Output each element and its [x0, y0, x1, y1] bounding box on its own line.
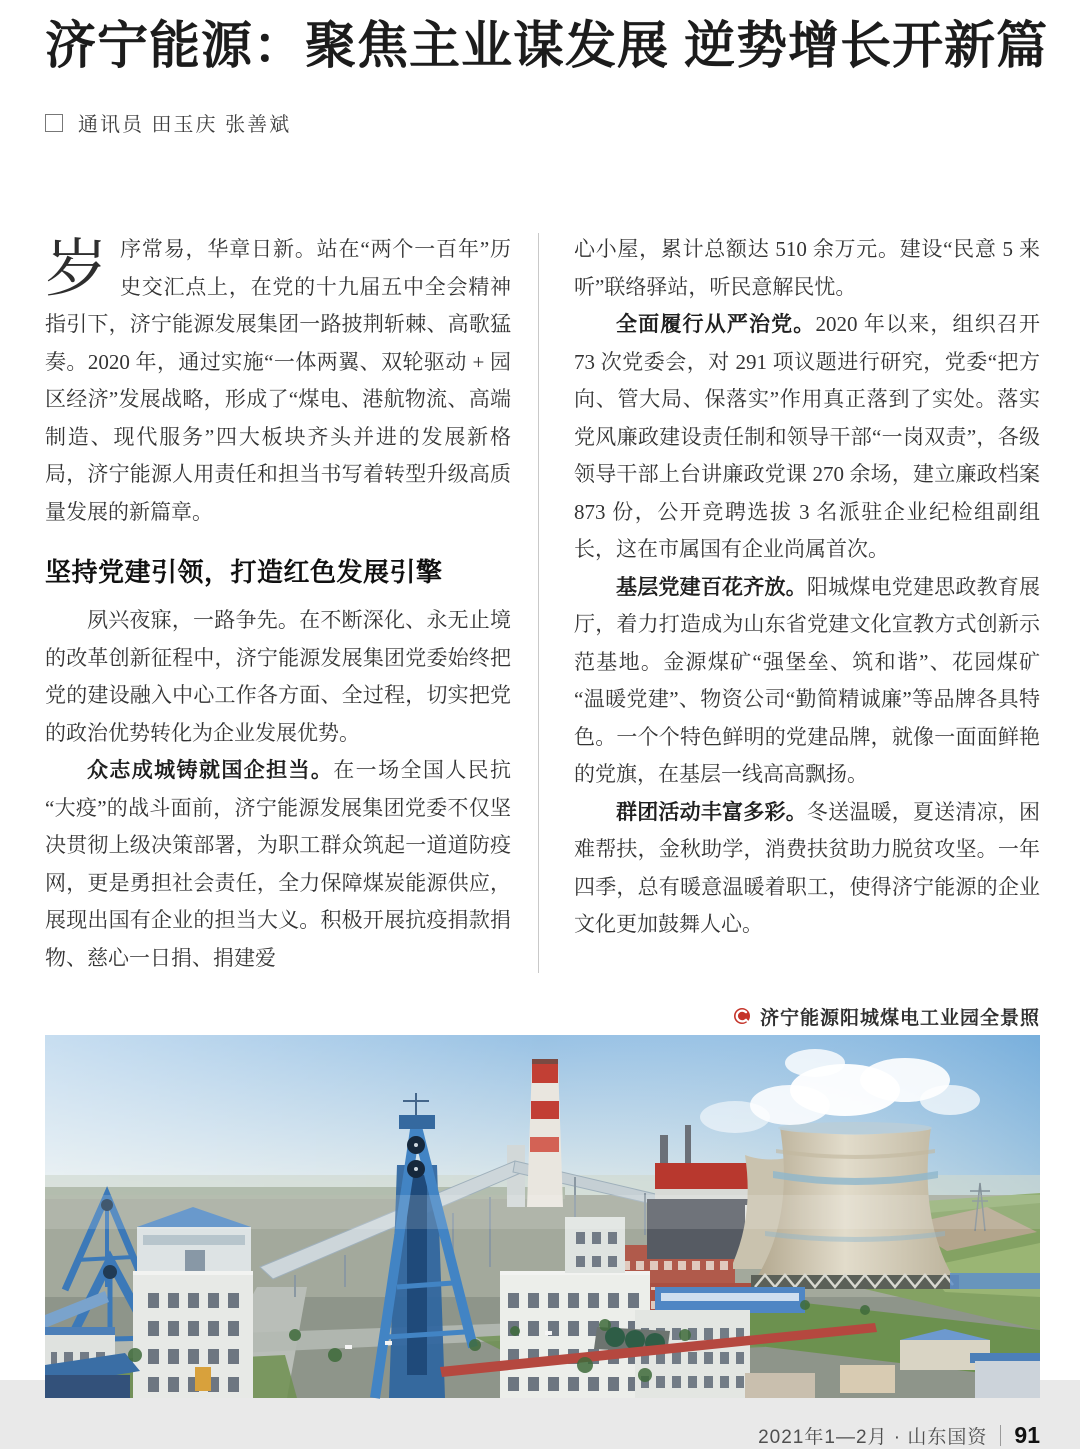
column-right	[574, 231, 1040, 977]
body-paragraph: 全面履行从严治党。2020 年以来，组织召开 73 次党委会，对 291 项议题进行研究，党委“把方向、管大局、保落实”作用真正落到了实处。落实党风廉政建设责任制和领导干部“一岗双责”，各级领导干部上台讲廉政党课 270 余场，建立廉政档案 873 份，公开竞聘选拔 3 名派驻企业纪检组副组长，这在市属国有企业尚属首次。	[574, 312, 1041, 561]
intro-paragraph: 岁序常易，华章日新。站在“两个一百年”历史交汇点上，在党的十九届五中全会精神指引下，济宁能源发展集团一路披荆斩棘、高歌猛奏。2020 年，通过实施“一体两翼、双轮驱动 + 园区经济”发展战略，形成了“煤电、港航物流、高端制造、现代服务”四大板块齐头并进的发展新格局，济宁能源人用责任和担当书写着转型升级高质量发展的新篇章。	[45, 231, 511, 531]
body-paragraph: 基层党建百花齐放。阳城煤电党建思政教育展厅，着力打造成为山东省党建文化宣教方式创新示范基地。金源煤矿“强堡垒、筑和谐”、花园煤矿“温暖党建”、物资公司“勤简精诚廉”等品牌各具特色。一个个特色鲜明的党建品牌，就像一面面鲜艳的党旗，在基层一线高高飘扬。	[574, 574, 1041, 786]
byline-square-icon	[45, 114, 63, 132]
page-footer	[45, 1422, 1040, 1449]
footer-issue: 2021年1—2月 · 山东国资	[758, 1427, 988, 1448]
page-title: 济宁能源：聚焦主业谋发展 逆势增长开新篇	[45, 17, 1049, 74]
paragraph-lead: 众志成城铸就国企担当。	[87, 758, 334, 782]
footer-page-number: 91	[1014, 1422, 1040, 1448]
paragraph-lead: 群团活动丰富多彩。	[616, 799, 807, 824]
byline-text: 通讯员 田玉庆 张善斌	[78, 114, 292, 136]
paragraph-lead: 全面履行从严治党。	[616, 312, 816, 336]
body-paragraph: 群团活动丰富多彩。冬送温暖，夏送清凉，困难帮扶，金秋助学，消费扶贫助力脱贫攻坚。一年四季，总有暖意温暖着职工，使得济宁能源的企业文化更加鼓舞人心。	[574, 799, 1041, 936]
industrial-park-photo	[45, 1035, 1040, 1398]
footer-separator	[1000, 1425, 1001, 1446]
column-divider	[538, 233, 539, 973]
photo-caption	[45, 1003, 1040, 1029]
drop-cap: 岁	[45, 234, 108, 304]
article-body	[45, 231, 1040, 977]
column-left	[45, 231, 511, 977]
body-paragraph: 心小屋，累计总额达 510 余万元。建设“民意 5 来听”联络驿站，听民意解民忧。	[574, 237, 1041, 299]
paragraph-lead: 基层党建百花齐放。	[616, 574, 807, 599]
photo-caption-text: 济宁能源阳城煤电工业园全景照	[759, 1007, 1040, 1029]
body-paragraph: 众志成城铸就国企担当。在一场全国人民抗“大疫”的战斗面前，济宁能源发展集团党委不仅坚决贯彻上级决策部署，为职工群众筑起一道道防疫网，更是勇担社会责任，全力保障煤炭能源供应，展现出国有企业的担当大义。积极开展抗疫捐款捐物、慈心一日捐、捐建爱	[45, 758, 512, 970]
byline	[45, 108, 1040, 137]
body-paragraph: 夙兴夜寐，一路争先。在不断深化、永无止境的改革创新征程中，济宁能源发展集团党委始终把党的建设融入中心工作各方面、全过程，切实把党的政治优势转化为企业发展优势。	[45, 608, 512, 745]
camera-mark-icon	[733, 1007, 751, 1025]
section-heading: 坚持党建引领，打造红色发展引擎	[45, 557, 443, 587]
